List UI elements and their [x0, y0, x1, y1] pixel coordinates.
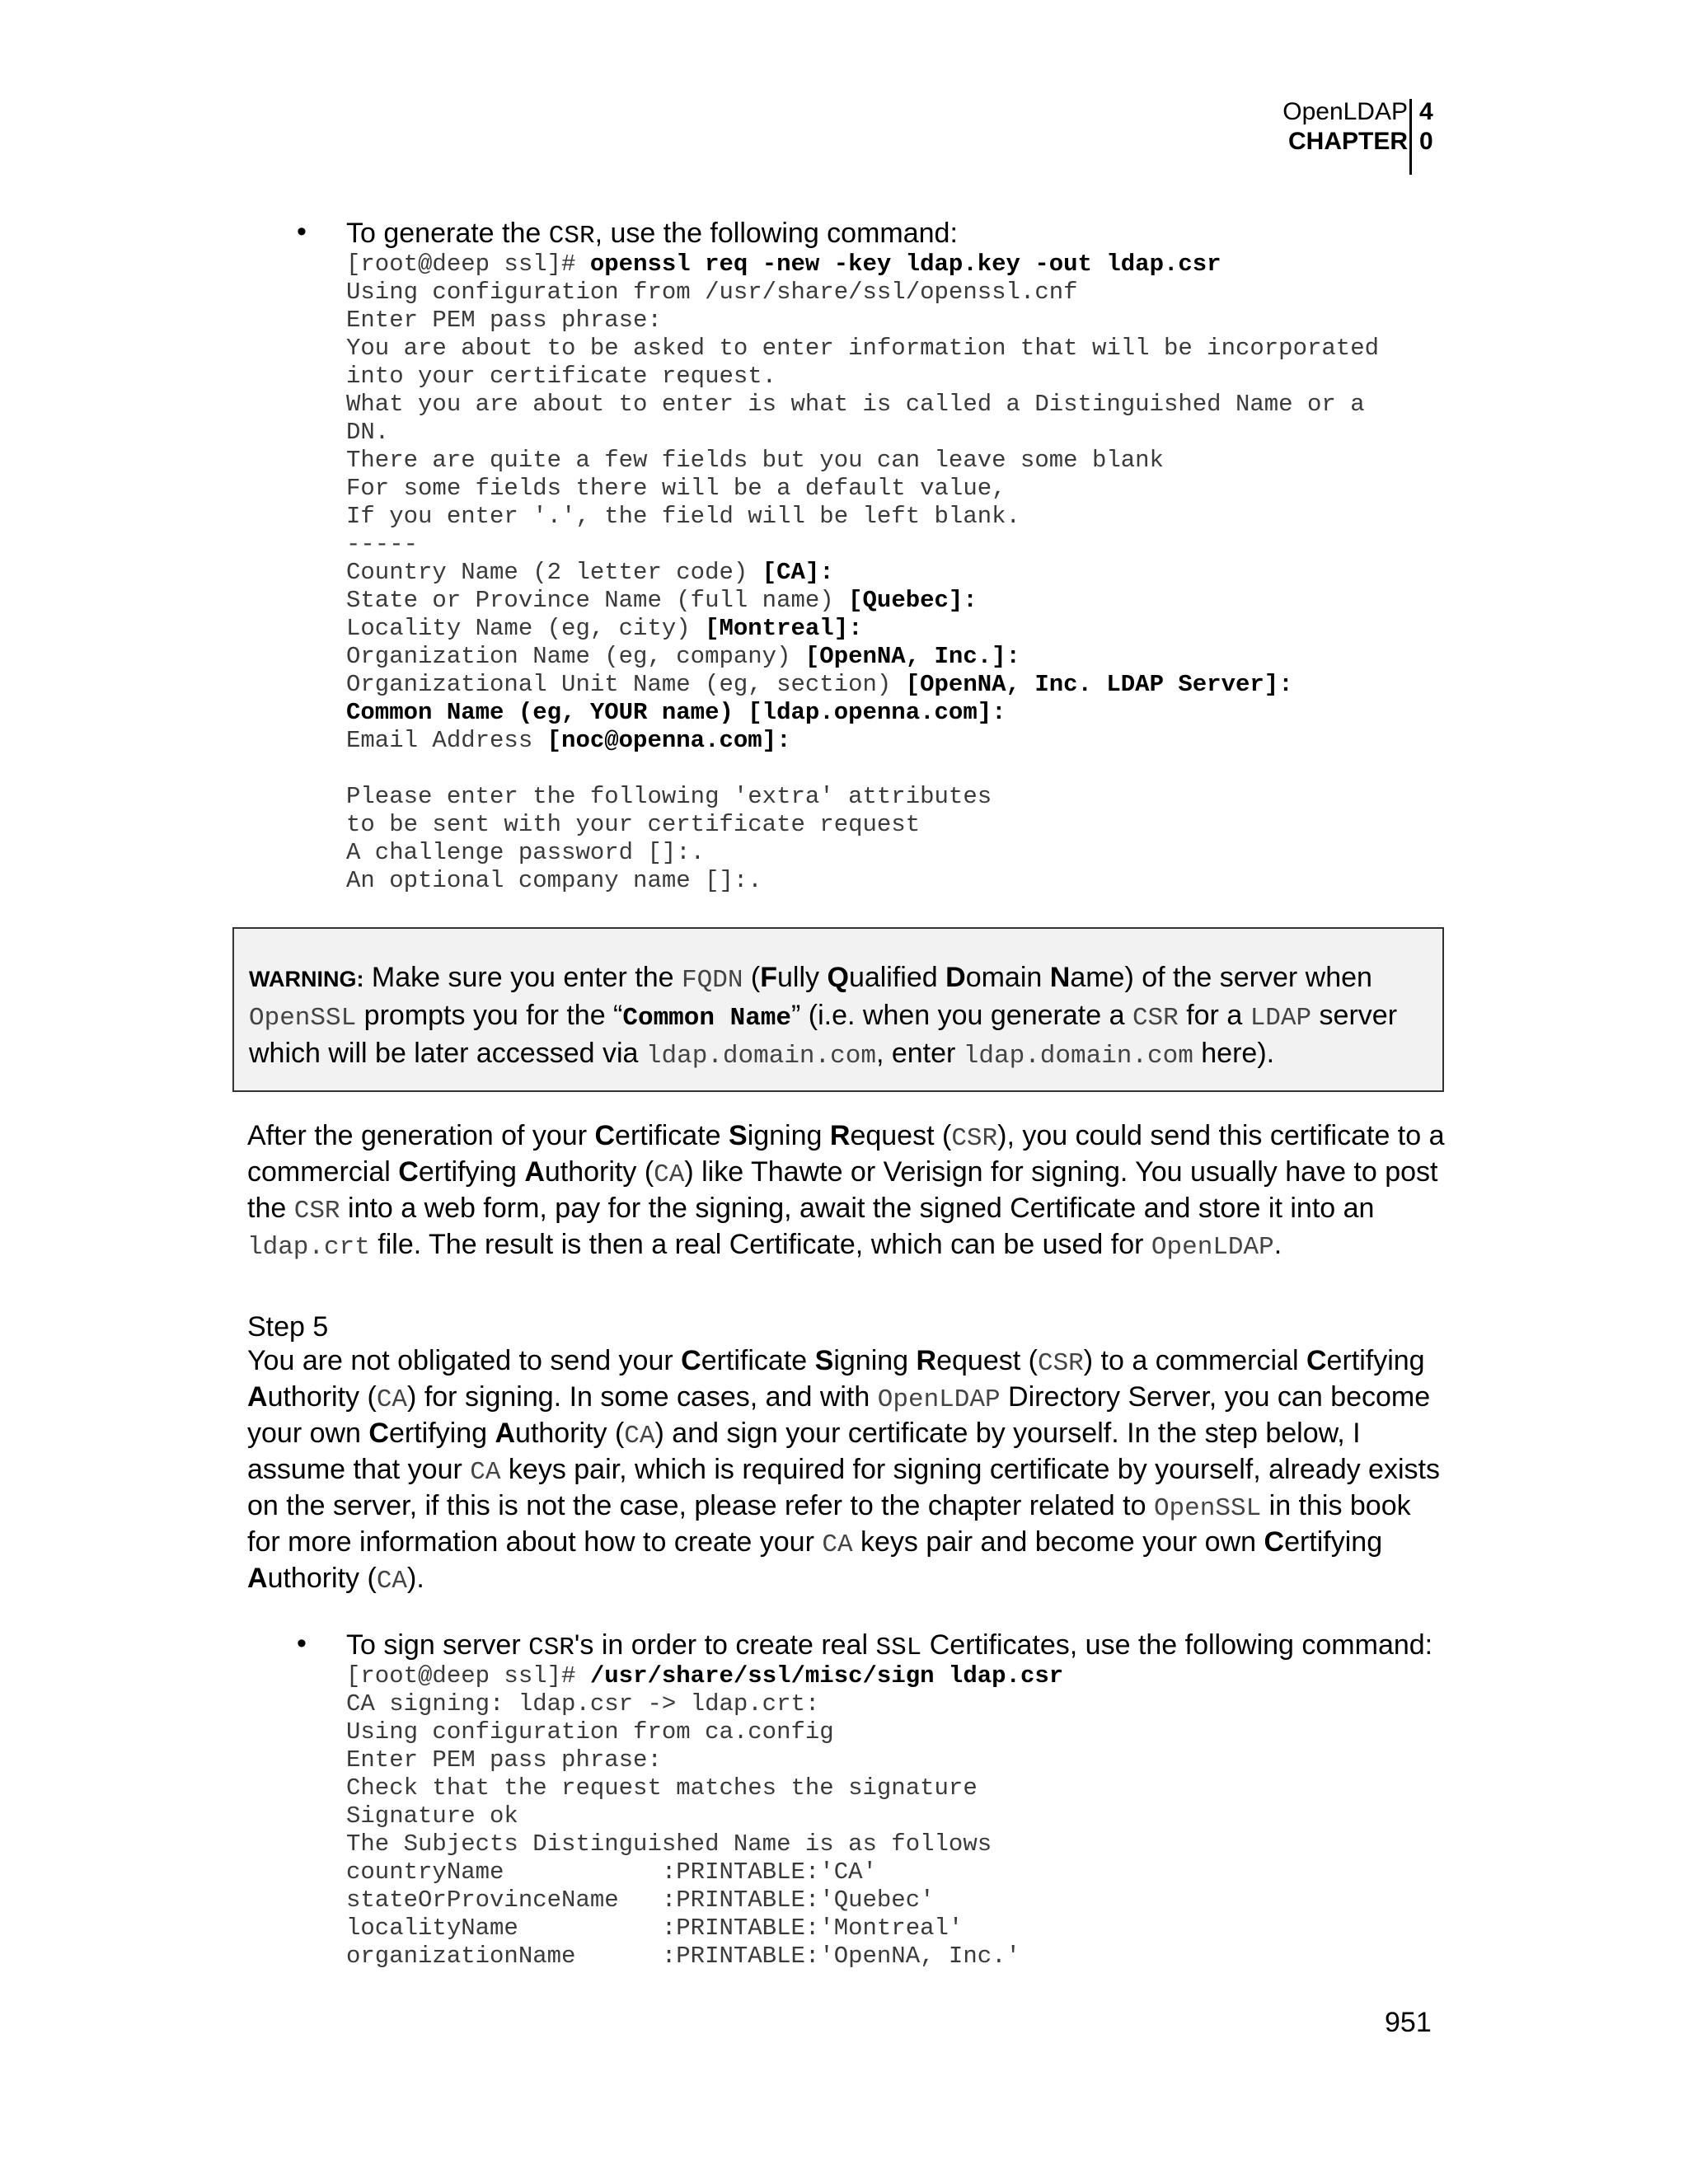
text: uthority (: [515, 1418, 625, 1449]
page-header: [1236, 97, 1434, 176]
code-ldap: LDAP: [1250, 1004, 1312, 1033]
text: 's in order to create real: [574, 1629, 876, 1661]
chapter-digit-2: 0: [1419, 128, 1433, 155]
text: ully: [777, 962, 828, 993]
text: for more information about how to create your: [247, 1526, 823, 1558]
bold-letter: S: [814, 1345, 834, 1376]
text: uthority (: [267, 1381, 377, 1413]
bold-letter: C: [1264, 1526, 1285, 1558]
text: ertifying: [1326, 1345, 1425, 1376]
text: ).: [407, 1563, 424, 1594]
bold-letter: Q: [827, 962, 849, 993]
code-ca: CA: [822, 1530, 853, 1559]
text: keys pair, which is required for signing certificate by yourself, already exists: [500, 1454, 1440, 1485]
para-line: [247, 1489, 1451, 1526]
text: uthority (: [544, 1156, 654, 1188]
output-line: organizationName :PRINTABLE:'OpenNA, Inc.': [346, 1943, 1020, 1970]
output-line: into your certificate request.: [346, 363, 777, 390]
field-value: [Quebec]:: [848, 587, 978, 614]
output-line: Check that the request matches the signature: [346, 1774, 978, 1802]
code-ca: CA: [624, 1422, 655, 1451]
header-divider: [1409, 99, 1412, 175]
field-label: Country Name (2 letter code): [346, 559, 762, 586]
warning-label: WARNING:: [249, 967, 364, 991]
bold-letter: R: [829, 1120, 851, 1151]
text: equest (: [850, 1120, 952, 1151]
code-openldap: OpenLDAP: [1151, 1233, 1274, 1262]
text: ertifying: [1284, 1526, 1383, 1558]
shell-prompt: [root@deep ssl]#: [346, 1662, 590, 1690]
bullet-glyph: •: [297, 1628, 307, 1659]
warning-line-2: [249, 998, 1442, 1036]
output-line: For some fields there will be a default value,: [346, 475, 1006, 502]
bullet-glyph: •: [297, 216, 307, 247]
para-line: [247, 1155, 1451, 1192]
para-line: [247, 1417, 1451, 1453]
text: keys pair and become your own: [852, 1526, 1264, 1558]
code-csr: CSR: [528, 1633, 574, 1662]
field-value: [Montreal]:: [705, 615, 863, 642]
code-domain: ldap.domain.com: [645, 1042, 876, 1071]
code-openssl: OpenSSL: [1153, 1494, 1262, 1523]
text: omain: [965, 962, 1050, 993]
text: on the server, if this is not the case, please refer to the chapter related to: [247, 1490, 1154, 1521]
output-line: An optional company name []:.: [346, 867, 762, 894]
field-value: [CA]:: [762, 559, 834, 586]
text: ” (i.e. when you generate a: [791, 1000, 1132, 1031]
para-line: [247, 1344, 1451, 1380]
output-line: -----: [346, 531, 419, 558]
bold-letter: C: [594, 1120, 616, 1151]
text: uthority (: [267, 1563, 377, 1594]
code-csr: CSR: [293, 1197, 340, 1226]
step-title: Step 5: [247, 1311, 329, 1343]
bold-letter: S: [729, 1120, 748, 1151]
text: here).: [1193, 1038, 1275, 1069]
output-line: CA signing: ldap.csr -> ldap.crt:: [346, 1690, 820, 1718]
code-block-sign: [346, 1662, 1063, 1971]
text: the: [247, 1193, 294, 1224]
code-csr: CSR: [1037, 1349, 1084, 1378]
code-csr: CSR: [1132, 1004, 1179, 1033]
text: , enter: [875, 1038, 964, 1069]
code-block-csr: [346, 251, 1379, 895]
output-line: The Subjects Distinguished Name is as follows: [346, 1830, 992, 1858]
code-ca: CA: [654, 1160, 685, 1189]
text: .: [1273, 1229, 1282, 1260]
field-label: Locality Name (eg, city): [346, 615, 706, 642]
chapter-digit-1: 4: [1419, 98, 1433, 125]
warning-box: [232, 927, 1444, 1092]
field-value: [OpenNA, Inc.]:: [804, 643, 1020, 670]
field-label: Organizational Unit Name (eg, section): [346, 671, 906, 698]
field-label: Email Address: [346, 727, 547, 754]
bold-letter: F: [760, 962, 778, 993]
common-name-line: Common Name (eg, YOUR name) [ldap.openna.com]:: [346, 699, 1006, 726]
code-domain: ldap.domain.com: [963, 1042, 1193, 1071]
text: To generate the: [346, 218, 549, 249]
text: You are not obligated to send your: [247, 1345, 682, 1376]
para-line: [247, 1526, 1451, 1562]
text: ) to a commercial: [1083, 1345, 1306, 1376]
bold-letter: C: [398, 1156, 419, 1188]
command: /usr/share/ssl/misc/sign ldap.csr: [589, 1662, 1064, 1690]
text: file. The result is then a real Certificate, which can be used for: [369, 1229, 1151, 1260]
output-line: stateOrProvinceName :PRINTABLE:'Quebec': [346, 1886, 935, 1914]
para-line: [247, 1453, 1451, 1489]
bold-letter: A: [247, 1381, 268, 1413]
text: , use the following command:: [594, 218, 958, 249]
warning-line-3: [249, 1036, 1442, 1074]
para-line: [247, 1380, 1451, 1417]
paragraph-csr-generation: [247, 1119, 1451, 1264]
field-label: Organization Name (eg, company): [346, 643, 805, 670]
field-label: State or Province Name (full name): [346, 587, 849, 614]
output-line: You are about to be asked to enter information that will be incorporated: [346, 335, 1380, 362]
text: in this book: [1261, 1490, 1411, 1521]
output-line: If you enter '.', the field will be left blank.: [346, 503, 1020, 530]
text: ertifying: [418, 1156, 525, 1188]
text: Directory Server, you can become: [1000, 1381, 1431, 1413]
header-left: [1282, 97, 1408, 157]
text: (: [743, 962, 761, 993]
text: ertificate: [701, 1345, 815, 1376]
code-ldap-crt: ldap.crt: [247, 1233, 370, 1262]
code-openssl: OpenSSL: [249, 1004, 357, 1033]
text: commercial: [247, 1156, 399, 1188]
command: openssl req -new -key ldap.key -out ldap.csr: [589, 251, 1221, 278]
text: After the generation of your: [247, 1120, 595, 1151]
bold-letter: C: [1306, 1345, 1327, 1376]
bold-letter: A: [524, 1156, 545, 1188]
bold-letter: D: [945, 962, 966, 993]
warning-line-1: [249, 960, 1442, 998]
text: ) of the server when: [1124, 962, 1372, 993]
text: ) like Thawte or Verisign for signing. You usually have to post: [684, 1156, 1438, 1188]
code-openldap: OpenLDAP: [877, 1385, 1001, 1414]
output-line: Please enter the following 'extra' attributes: [346, 783, 992, 810]
text: Make sure you enter the: [363, 962, 682, 993]
text: igning: [747, 1120, 830, 1151]
output-line: Enter PEM pass phrase:: [346, 1746, 662, 1774]
text: assume that your: [247, 1454, 471, 1485]
bold-letter: R: [916, 1345, 937, 1376]
text: To sign server: [346, 1629, 529, 1661]
code-csr: CSR: [548, 222, 595, 251]
field-value: [noc@openna.com]:: [546, 727, 791, 754]
code-fqdn: FQDN: [682, 966, 743, 995]
text: ertificate: [615, 1120, 729, 1151]
text: ame: [1070, 962, 1125, 993]
bullet1-lead: [346, 216, 958, 254]
bold-letter: A: [495, 1418, 516, 1449]
output-line: Using configuration from /usr/share/ssl/openssl.cnf: [346, 279, 1078, 306]
output-line: Using configuration from ca.config: [346, 1718, 834, 1746]
code-ca: CA: [470, 1458, 501, 1487]
output-line: to be sent with your certificate request: [346, 811, 921, 838]
para-line: [247, 1119, 1451, 1155]
para-line: [247, 1562, 1451, 1598]
output-line: Enter PEM pass phrase:: [346, 307, 662, 334]
code-csr: CSR: [951, 1124, 998, 1153]
output-line: There are quite a few fields but you can leave some blank: [346, 447, 1164, 474]
output-line: What you are about to enter is what is called a Distinguished Name or a: [346, 391, 1365, 418]
field-value: [OpenNA, Inc. LDAP Server]:: [905, 671, 1293, 698]
text: ertifying: [388, 1418, 495, 1449]
bold-letter: C: [368, 1418, 389, 1449]
text: into a web form, pay for the signing, await the signed Certificate and store it into an: [340, 1193, 1375, 1224]
text: igning: [833, 1345, 917, 1376]
output-line: countryName :PRINTABLE:'CA': [346, 1858, 877, 1886]
para-line: [247, 1192, 1451, 1228]
output-line: A challenge password []:.: [346, 839, 706, 866]
code-ca: CA: [376, 1385, 408, 1414]
text: server: [1311, 1000, 1398, 1031]
shell-prompt: [root@deep ssl]#: [346, 251, 590, 278]
output-line: DN.: [346, 419, 390, 446]
header-chapter-label: CHAPTER: [1287, 128, 1408, 155]
text: ualified: [848, 962, 946, 993]
code-common-name: Common Name: [622, 1004, 792, 1033]
output-line: localityName :PRINTABLE:'Montreal': [346, 1915, 964, 1942]
header-chapter-number: [1419, 97, 1433, 157]
text: for a: [1178, 1000, 1250, 1031]
output-line: Signature ok: [346, 1802, 518, 1830]
text: your own: [247, 1418, 369, 1449]
para-line: [247, 1228, 1451, 1264]
code-ca: CA: [376, 1567, 408, 1596]
text: equest (: [936, 1345, 1038, 1376]
text: which will be later accessed via: [249, 1038, 646, 1069]
text: ), you could send this certificate to a: [997, 1120, 1445, 1151]
bullet2-lead: [346, 1628, 1432, 1666]
header-title: OpenLDAP: [1282, 98, 1408, 125]
page-number: 951: [1385, 2007, 1432, 2038]
step5-section: [247, 1310, 1451, 1598]
bold-letter: N: [1049, 962, 1071, 993]
bold-letter: C: [681, 1345, 701, 1376]
text: prompts you for the “: [356, 1000, 623, 1031]
bold-letter: A: [247, 1563, 268, 1594]
text: ) for signing. In some cases, and with: [407, 1381, 878, 1413]
text: Certificates, use the following command:: [921, 1629, 1433, 1661]
code-ssl: SSL: [875, 1633, 922, 1662]
text: ) and sign your certificate by yourself. In the step below, I: [654, 1418, 1361, 1449]
